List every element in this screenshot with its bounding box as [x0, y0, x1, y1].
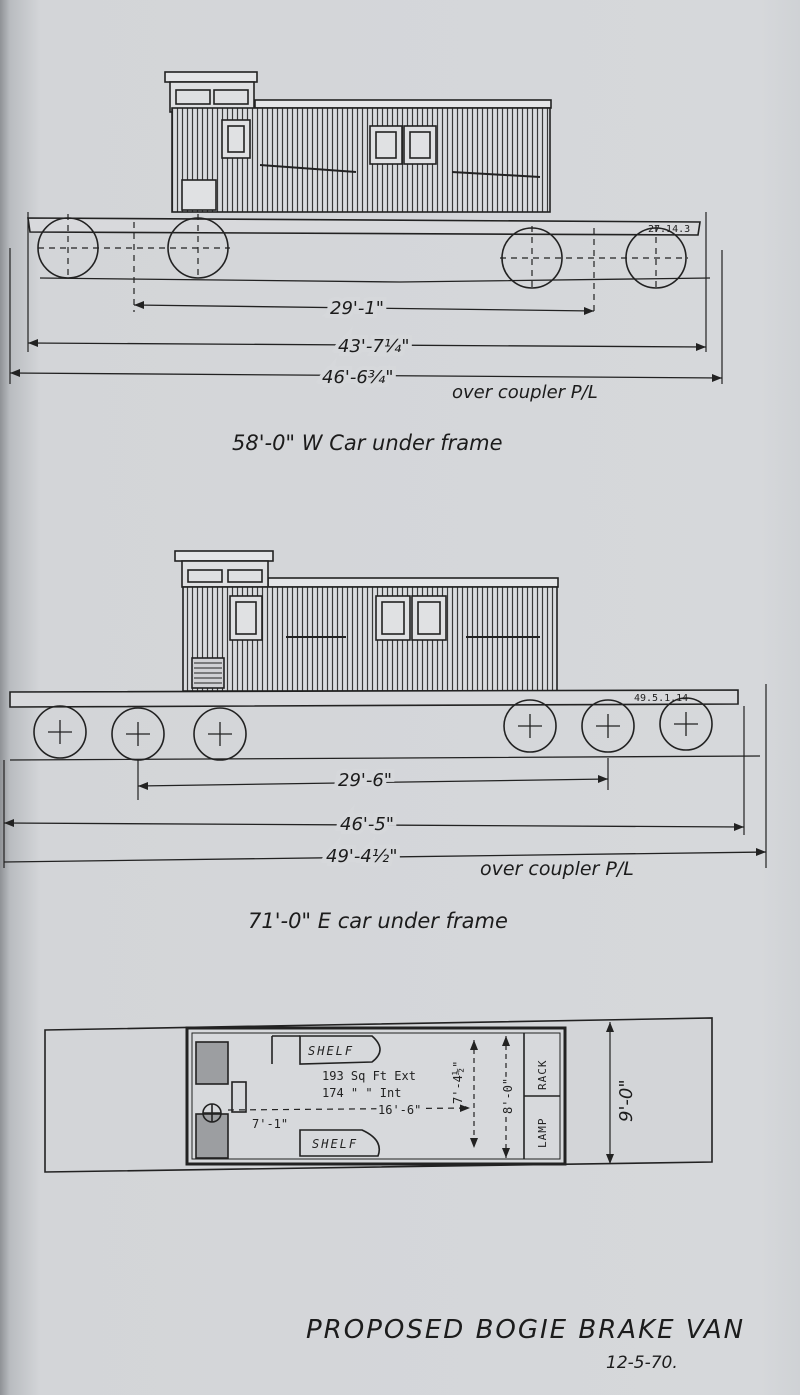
lower-frame-number: 49.5.1.14	[634, 693, 689, 704]
plan-rack-label: RACK	[536, 1059, 549, 1090]
upper-dim-centres: 29'-1"	[330, 298, 385, 319]
upper-over-coupler-note: over coupler P/L	[452, 382, 598, 403]
plan-dim-width: 8'-0"	[501, 1077, 515, 1114]
plan-shelf-bottom-label: SHELF	[312, 1137, 359, 1151]
plan-area-int: 174 " " Int	[322, 1086, 402, 1100]
drawing-date: 12-5-70.	[606, 1353, 678, 1373]
plan-dim-overall-width: 9'-0"	[616, 1079, 637, 1122]
drawing-title: PROPOSED BOGIE BRAKE VAN	[306, 1315, 746, 1345]
lower-dim-centres: 29'-6"	[338, 770, 393, 791]
lower-body-roof	[268, 578, 558, 587]
lower-cupola	[182, 561, 268, 587]
upper-vent	[182, 180, 216, 210]
upper-dim-coupler: 46'-6¾"	[322, 367, 394, 388]
plan-area-ext: 193 Sq Ft Ext	[322, 1069, 416, 1083]
lower-caption: 71'-0" E car under frame	[248, 909, 508, 933]
lower-cupola-roof	[175, 551, 273, 561]
plan-dim-inner-width: 7'-4½"	[451, 1060, 465, 1104]
plan-shelf-top-label: SHELF	[308, 1044, 355, 1058]
lower-dim-frame: 46'-5"	[340, 814, 395, 835]
plan-lamp-label: LAMP	[536, 1117, 549, 1148]
plan-dim-length: 16'-6"	[378, 1103, 422, 1117]
plan-dim-small: 7'-1"	[252, 1117, 289, 1131]
upper-body-roof	[255, 100, 551, 108]
upper-dim-frame: 43'-7¼"	[338, 336, 410, 357]
upper-frame-number: 27.14.3	[648, 224, 691, 235]
upper-underframe	[28, 218, 700, 235]
plan-seat-top	[196, 1042, 228, 1084]
lower-underframe	[10, 690, 738, 707]
upper-cupola-roof	[165, 72, 257, 82]
lower-over-coupler-note: over coupler P/L	[480, 858, 634, 880]
lower-dim-coupler: 49'-4½"	[326, 846, 398, 867]
upper-caption: 58'-0" W Car under frame	[232, 431, 503, 455]
